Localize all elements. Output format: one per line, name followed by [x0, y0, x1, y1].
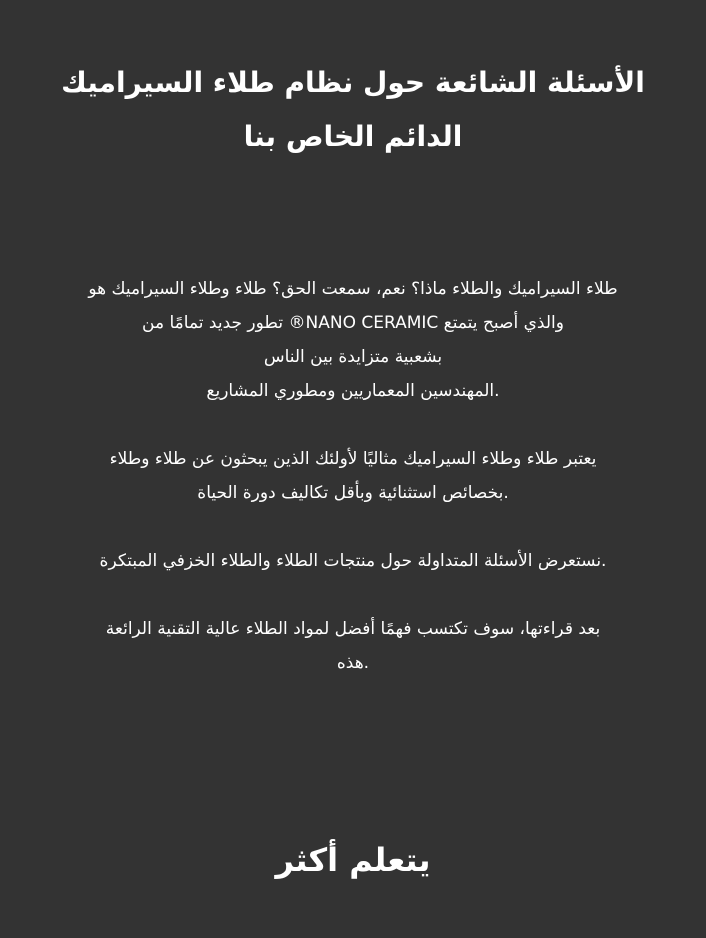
intro-paragraph-2 — [48, 442, 658, 510]
paragraph-4-line-1: بعد قراءتها، سوف تكتسب فهمًا أفضل لمواد الطلاء عالية التقنية الرائعة — [105, 619, 601, 639]
intro-paragraph-4 — [48, 612, 658, 680]
paragraph-3-line-1: .نستعرض الأسئلة المتداولة حول منتجات الطلاء والطلاء الخزفي المبتكرة — [99, 551, 607, 571]
paragraph-1-line-2: والذي أصبح يتمتع NANO CERAMIC® تطور جديد تمامًا من — [142, 313, 564, 333]
intro-paragraph-1 — [48, 272, 658, 408]
paragraph-2-line-1: يعتبر طلاء وطلاء السيراميك مثاليًا لأولئك الذين يبحثون عن طلاء وطلاء — [109, 449, 597, 469]
page-title-line-2: الدائم الخاص بنا — [243, 120, 463, 153]
page-title — [40, 56, 666, 164]
intro-text — [48, 272, 658, 714]
paragraph-2-line-2: .بخصائص استثنائية وبأقل تكاليف دورة الحياة — [197, 483, 509, 503]
intro-paragraph-3 — [48, 544, 658, 578]
page-title-line-1: الأسئلة الشائعة حول نظام طلاء السيراميك — [61, 66, 645, 99]
paragraph-1-line-3: بشعبية متزايدة بين الناس — [263, 347, 443, 367]
paragraph-1-line-1: طلاء السيراميك والطلاء ماذا؟ نعم، سمعت الحق؟ طلاء وطلاء السيراميك هو — [88, 279, 618, 299]
learn-more-button[interactable]: يتعلم أكثر — [0, 832, 706, 888]
paragraph-1-line-4: .المهندسين المعماريين ومطوري المشاريع — [206, 381, 500, 401]
paragraph-4-line-2: .هذه — [336, 653, 370, 673]
